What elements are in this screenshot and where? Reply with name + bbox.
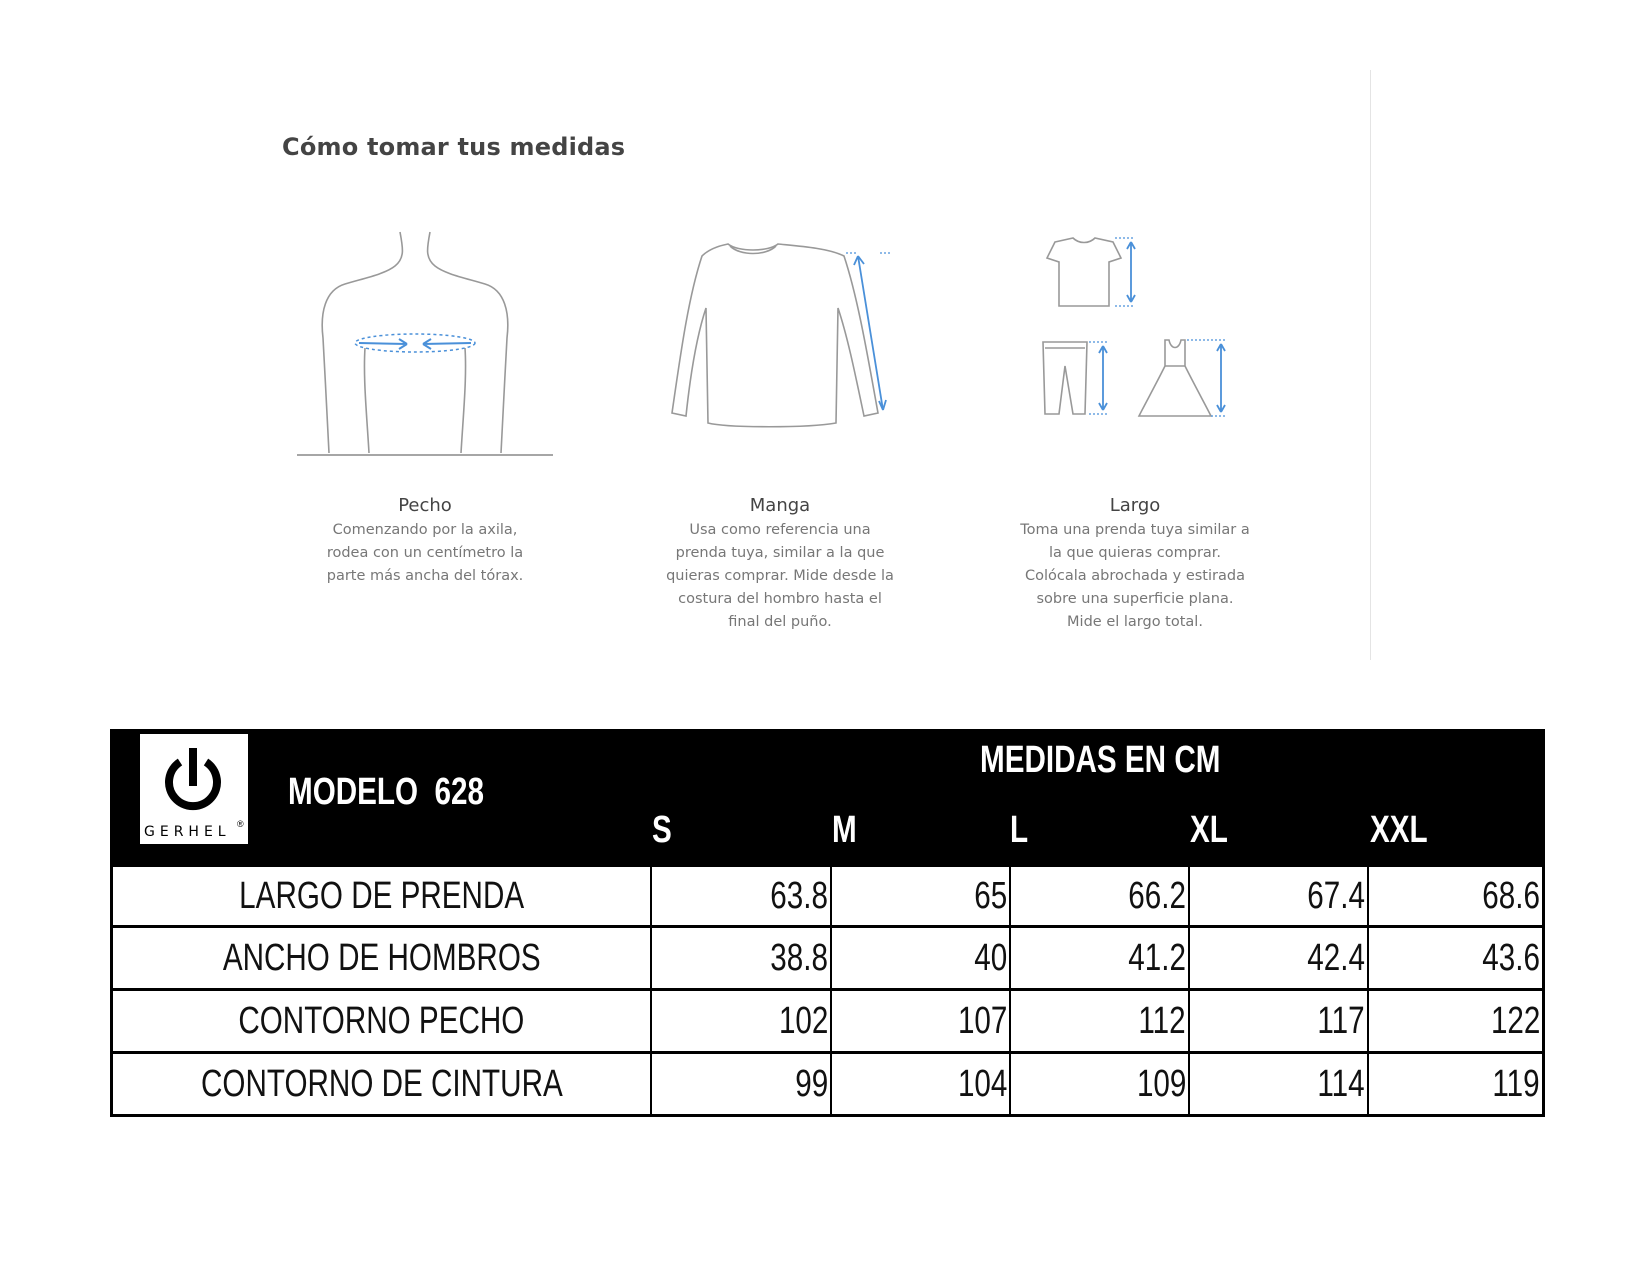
vertical-divider: [1370, 70, 1371, 660]
brand-registered-mark: ®: [237, 819, 244, 829]
guide-length-line: la que quieras comprar.: [1048, 545, 1222, 561]
row-label: CONTORNO PECHO: [238, 999, 525, 1042]
table-row: [110, 864, 1545, 928]
guide-sleeve-line: costura del hombro hasta el: [678, 591, 882, 607]
table-cell: 41.2: [1128, 936, 1186, 979]
table-cell: 112: [1138, 999, 1186, 1042]
table-cell: 63.8: [770, 874, 828, 917]
guide-length-line: sobre una superficie plana.: [1036, 591, 1234, 607]
size-header-xl: XL: [1190, 809, 1228, 851]
table-cell: 42.4: [1307, 936, 1365, 979]
model-title: MODELO 628: [288, 771, 485, 813]
units-title: MEDIDAS EN CM: [980, 739, 1221, 781]
size-header-xxl: XXL: [1370, 809, 1428, 851]
sleeve-illustration-icon: [668, 238, 898, 438]
guide-sleeve-line: quieras comprar. Mide desde la: [666, 568, 894, 584]
table-cell: 68.6: [1482, 874, 1540, 917]
table-cell: 65: [974, 874, 1007, 917]
guide-chest-line: parte más ancha del tórax.: [326, 568, 524, 584]
guide-sleeve-title: Manga: [749, 495, 811, 516]
table-cell: 38.8: [770, 936, 828, 979]
guide-title: Cómo tomar tus medidas: [282, 133, 626, 161]
table-cell: 119: [1492, 1062, 1540, 1105]
size-table-body: [110, 864, 1545, 1117]
guide-length-title: Largo: [1109, 495, 1161, 516]
table-row: [110, 1054, 1545, 1117]
table-cell: 122: [1490, 999, 1540, 1042]
guide-chest-line: Comenzando por la axila,: [332, 522, 518, 538]
table-cell: 43.6: [1482, 936, 1540, 979]
power-logo-icon: [162, 744, 224, 816]
table-row: [110, 991, 1545, 1054]
size-header-l: L: [1010, 809, 1029, 851]
table-cell: 109: [1136, 1062, 1186, 1105]
guide-sleeve-line: final del puño.: [728, 614, 832, 630]
brand-logo: [140, 734, 248, 844]
size-header-s: S: [652, 809, 672, 851]
row-label: LARGO DE PRENDA: [239, 874, 524, 917]
guide-sleeve-line: prenda tuya, similar a la que: [675, 545, 885, 561]
table-cell: 102: [778, 999, 828, 1042]
size-header-m: M: [832, 809, 857, 851]
guide-length-line: Colócala abrochada y estirada: [1025, 568, 1245, 584]
size-table-header: [110, 729, 1545, 864]
table-row: [110, 928, 1545, 991]
table-cell: 104: [957, 1062, 1007, 1105]
table-cell: 99: [795, 1062, 828, 1105]
table-cell: 67.4: [1307, 874, 1365, 917]
length-illustration-icon: [1035, 236, 1235, 426]
table-cell: 66.2: [1128, 874, 1186, 917]
row-label: CONTORNO DE CINTURA: [200, 1062, 563, 1105]
brand-name: GERHEL: [144, 824, 231, 840]
table-cell: 114: [1317, 1062, 1365, 1105]
guide-length-line: Mide el largo total.: [1067, 614, 1203, 630]
row-label: ANCHO DE HOMBROS: [222, 936, 541, 979]
guide-chest-line: rodea con un centímetro la: [326, 545, 524, 561]
guide-chest-title: Pecho: [398, 495, 452, 516]
table-cell: 117: [1317, 999, 1365, 1042]
chest-illustration-icon: [295, 228, 555, 463]
guide-length-line: Toma una prenda tuya similar a: [1020, 522, 1250, 538]
table-cell: 40: [974, 936, 1007, 979]
table-cell: 107: [957, 999, 1007, 1042]
guide-sleeve-line: Usa como referencia una: [689, 522, 871, 538]
